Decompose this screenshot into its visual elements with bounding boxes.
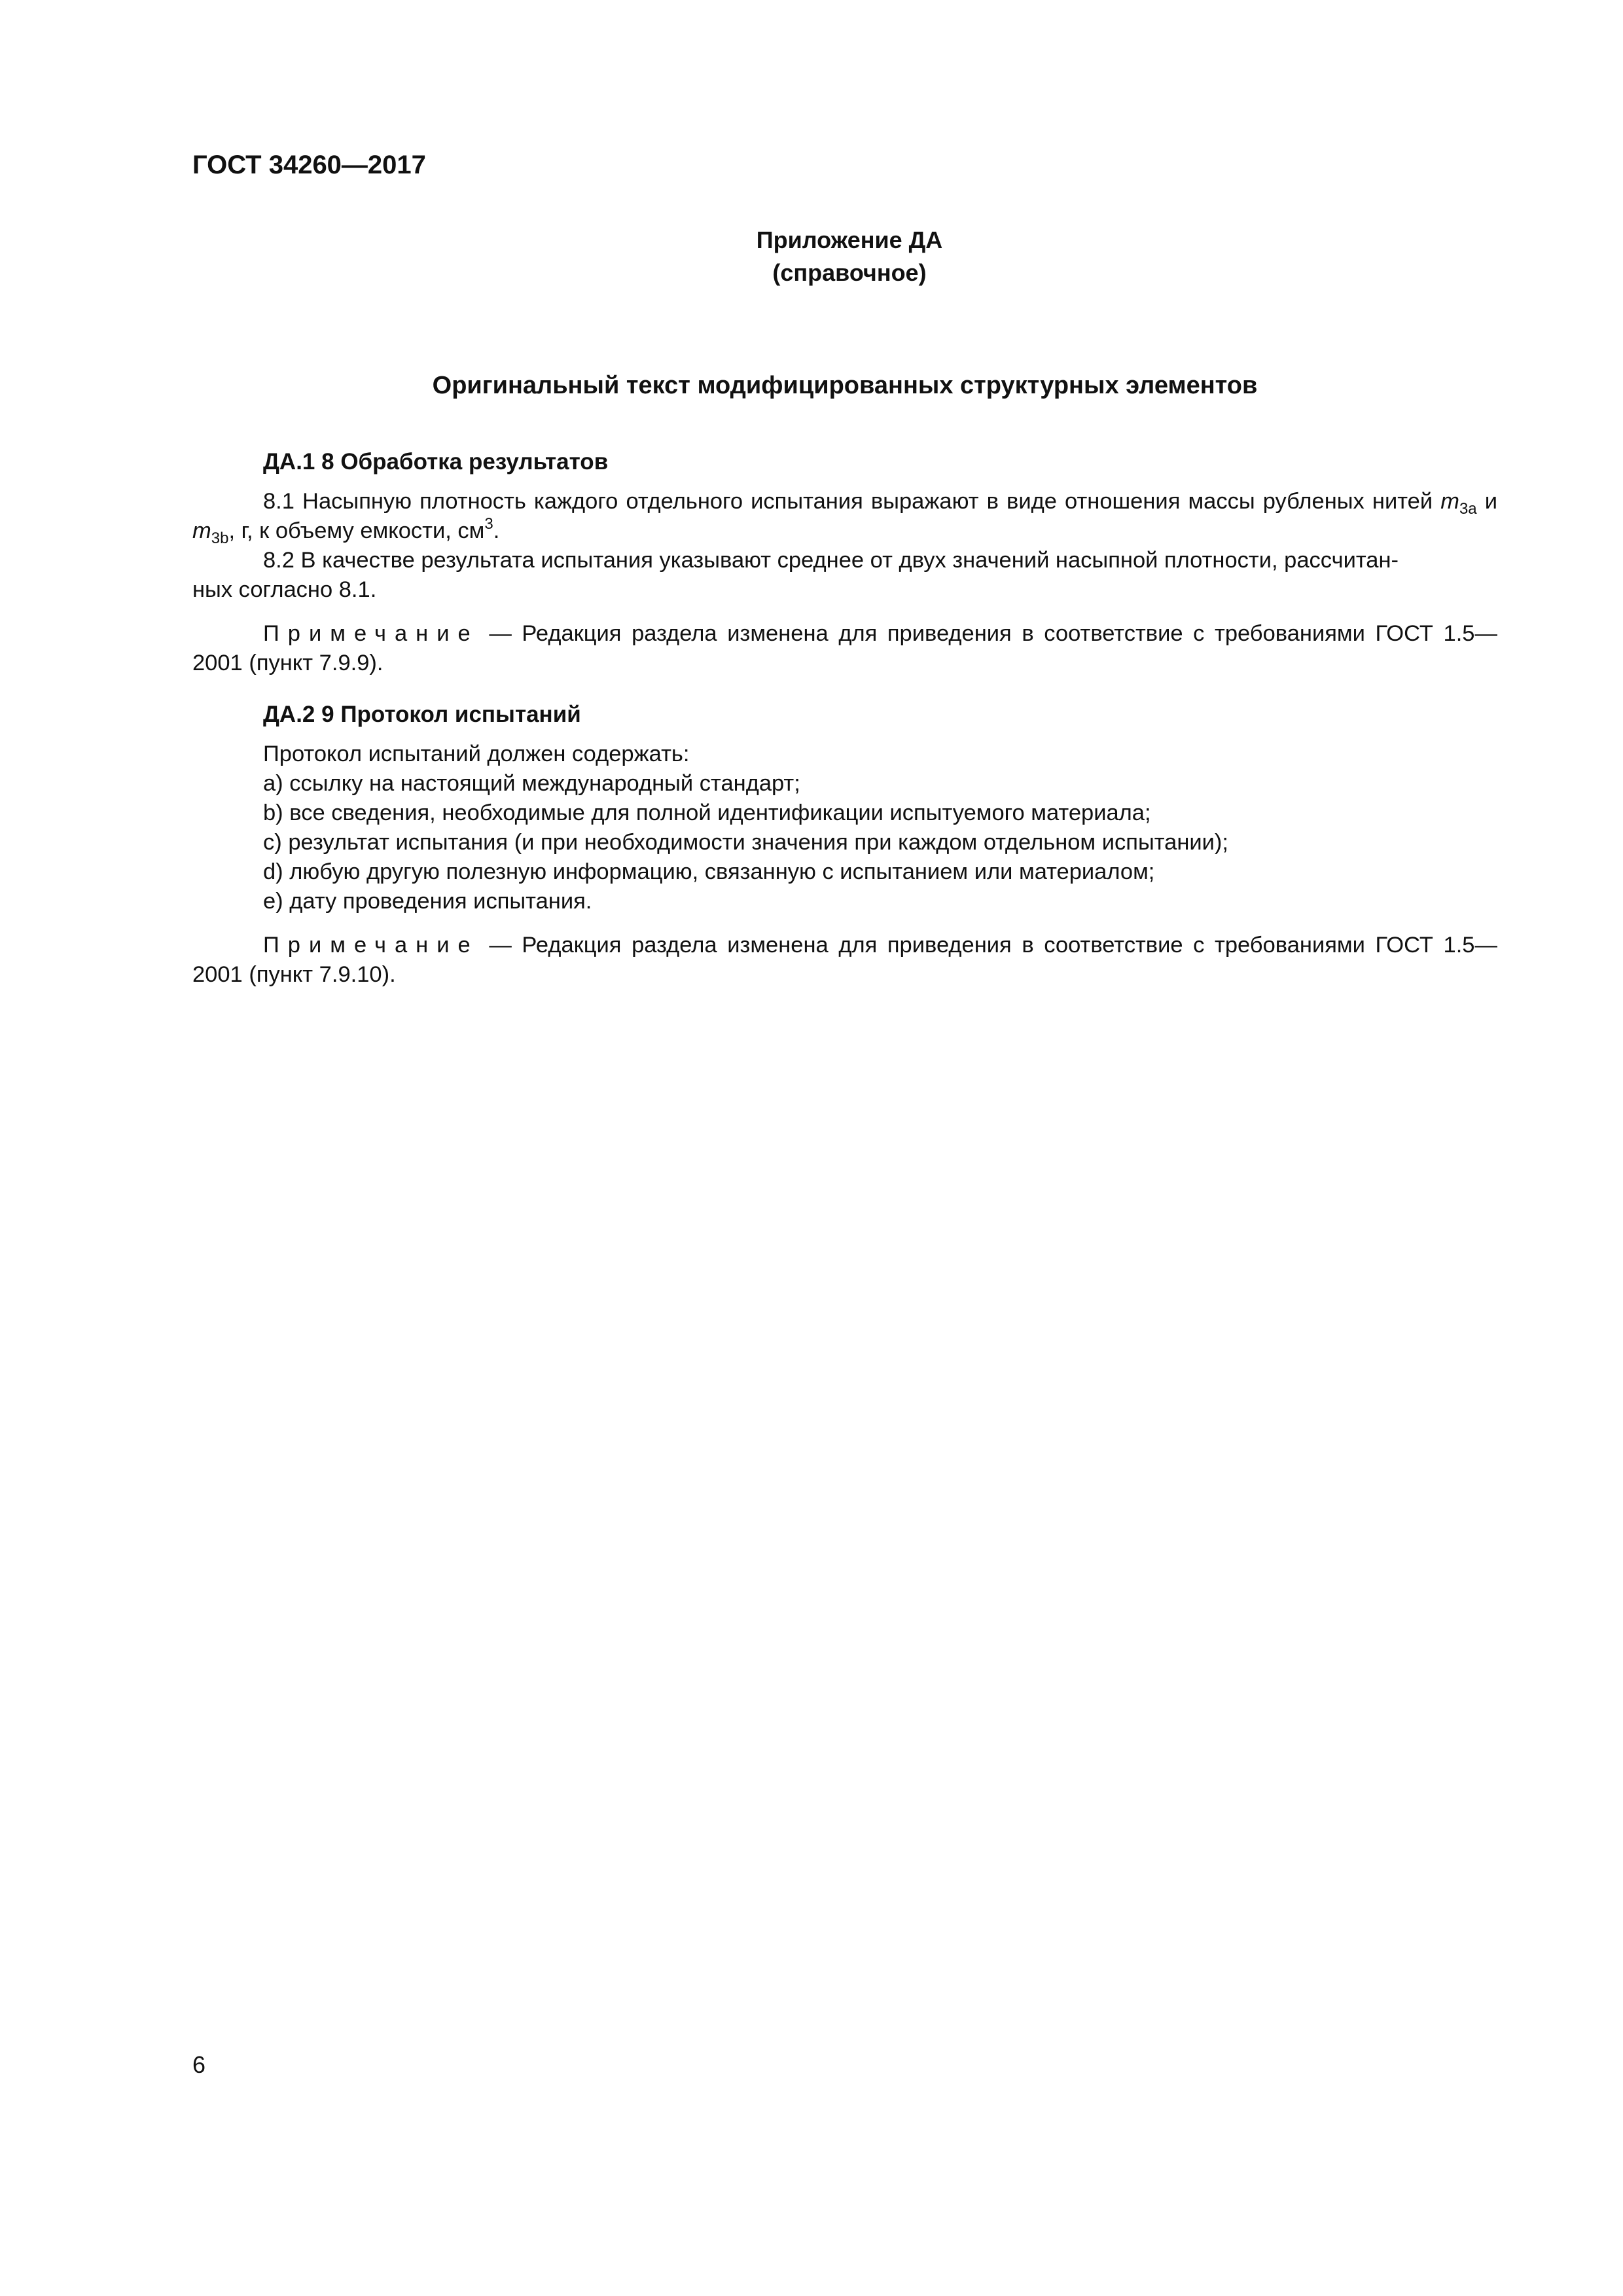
protocol-intro: Протокол испытаний должен содержать: (263, 742, 690, 766)
formula-conjunction: и (1476, 489, 1497, 514)
mass-subscript-3a: 3a (1459, 500, 1477, 518)
section-2-heading: ДА.2 9 Протокол испытаний (263, 702, 581, 727)
document-code: ГОСТ 34260—2017 (192, 151, 426, 179)
page-number: 6 (192, 2051, 206, 2078)
appendix-subtitle: (справочное) (772, 259, 927, 286)
appendix-heading (751, 224, 948, 289)
mass-subscript-3b: 3b (211, 529, 229, 547)
paragraph-8-2-line-2: ных согласно 8.1. (192, 577, 377, 602)
note-text: — Редакция раздела изменена для приведения в соответствие с требованиями ГОСТ 1.5—2001 (пункт 7.9.10). (192, 933, 1497, 987)
section-2-note (192, 931, 1497, 990)
paragraph-8-2-line-1: 8.2 В качестве результата испытания указывают среднее от двух значений насыпной плотности, рассчитан- (263, 548, 1399, 573)
document-body (192, 445, 1497, 990)
paragraph-8-1-end: . (493, 518, 500, 543)
mass-symbol-b: m (192, 518, 211, 543)
note-label: Примечание (263, 621, 479, 646)
list-item: e) дату проведения испытания. (263, 889, 592, 914)
unit-superscript: 3 (484, 515, 493, 533)
list-item: b) все сведения, необходимые для полной идентификации испытуемого материала; (263, 800, 1151, 825)
section-1-heading: ДА.1 8 Обработка результатов (263, 449, 609, 475)
paragraph-8-1-tail: , г, к объему емкости, см (228, 518, 485, 543)
main-title: Оригинальный текст модифицированных структурных элементов (432, 372, 1258, 399)
mass-symbol-a: m (1440, 489, 1459, 514)
appendix-title: Приложение ДА (756, 226, 943, 253)
paragraph-8-1 (192, 487, 1497, 546)
list-item: c) результат испытания (и при необходимости значения при каждом отдельном испытании); (263, 830, 1229, 855)
section-1-note (192, 619, 1497, 678)
paragraph-8-1-text: 8.1 Насыпную плотность каждого отдельного испытания выражают в виде отношения массы рубленых нитей (263, 489, 1433, 514)
list-item: d) любую другую полезную информацию, связанную с испытанием или материалом; (263, 859, 1155, 884)
note-text: — Редакция раздела изменена для приведения в соответствие с требованиями ГОСТ 1.5—2001 (пункт 7.9.9). (192, 621, 1497, 675)
note-label: Примечание (263, 933, 479, 958)
list-item: a) ссылку на настоящий международный стандарт; (263, 771, 800, 796)
